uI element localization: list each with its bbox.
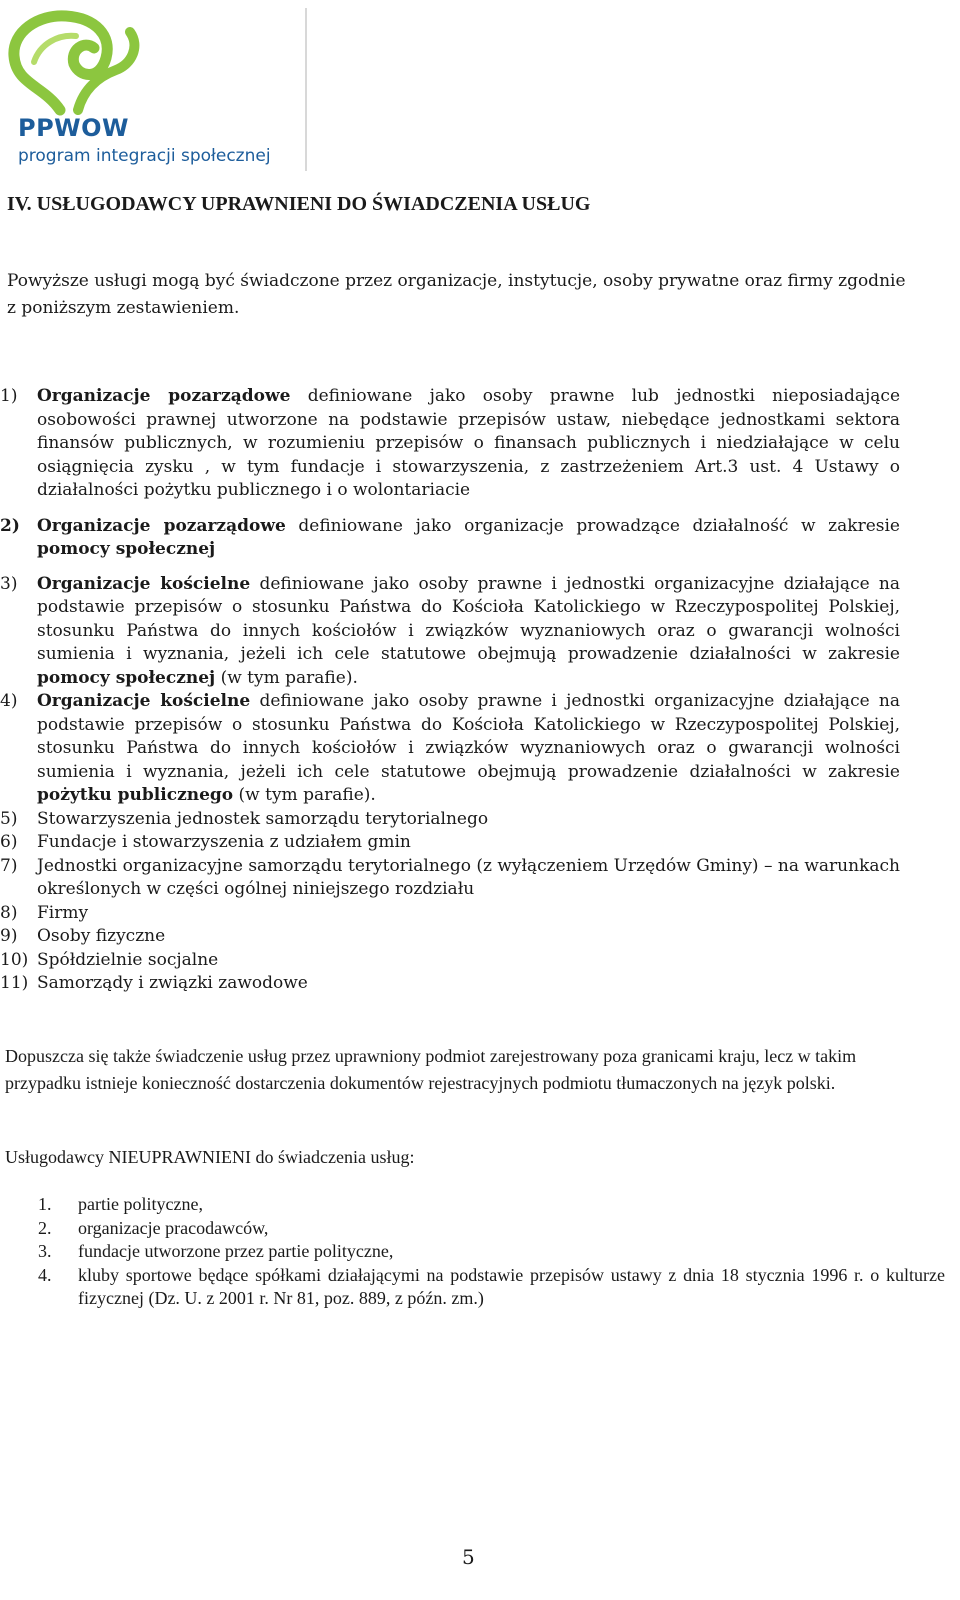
foreign-provider-note: Dopuszcza się także świadczenie usług przez uprawniony podmiot zarejestrowany poza granicami kraju, lecz w takim przypadku istnieje konieczność dostarczenia dokumentów rejestracyjnych podmiotu tłumaczonych na język polski. bbox=[5, 1046, 857, 1093]
intro-paragraph: Powyższe usługi mogą być świadczone przez organizacje, instytucje, osoby prywatne oraz firmy zgodnie z poniższym zestawieniem. bbox=[7, 271, 906, 318]
logo-divider bbox=[305, 8, 307, 171]
list-item: 11) Samorządy i związki zawodowe bbox=[0, 973, 308, 993]
section-heading: IV. USŁUGODAWCY UPRAWNIENI DO ŚWIADCZENIA USŁUG bbox=[7, 193, 591, 215]
authorized-providers-list bbox=[0, 385, 900, 996]
unauthorized-providers-list bbox=[0, 1193, 945, 1311]
list-item: 1) Organizacje pozarządowe definiowane jako osoby prawne lub jednostki nieposiadające osobowości prawnej utworzone na podstawie przepisów ustaw, niebędące jednostkami sektora finansów publicznych, w rozumieniu przepisów o finansach publicznych i niedziałające w celu osiągnięcia zysku , w tym fundacje i stowarzyszenia, z zastrzeżeniem Art.3 ust. 4 Ustawy o działalności pożytku publicznego i o wolontariacie bbox=[0, 386, 901, 500]
list-item: 2. organizacje pracodawców, bbox=[38, 1217, 269, 1238]
list-item: 9) Osoby fizyczne bbox=[0, 926, 166, 946]
list-item: 4) Organizacje kościelne definiowane jako osoby prawne i jednostki organizacyjne działające na podstawie przepisów o stosunku Państwa do Kościoła Katolickiego w Rzeczypospolitej Polskiej, stosunku Państwa do innych kościołów i związków wyznaniowych oraz o gwarancji wolności sumienia i wyznania, jeżeli ich cele statutowe obejmują prowadzenie działalności w zakresie pożytku publicznego (w tym parafie). bbox=[0, 691, 900, 805]
list-item: 6) Fundacje i stowarzyszenia z udziałem gmin bbox=[0, 832, 411, 852]
list-item: 2) Organizacje pozarządowe definiowane jako organizacje prowadzące działalność w zakresie pomocy społecznej bbox=[0, 515, 900, 559]
list-item: 3. fundacje utworzone przez partie polityczne, bbox=[38, 1241, 394, 1261]
logo-tagline: program integracji społecznej bbox=[18, 146, 271, 166]
list-item: 3) Organizacje kościelne definiowane jako osoby prawne i jednostki organizacyjne działające na podstawie przepisów o stosunku Państwa do Kościoła Katolickiego w Rzeczypospolitej Polskiej, stosunku Państwa do innych kościołów i związków wyznaniowych oraz o gwarancji wolności sumienia i wyznania, jeżeli ich cele statutowe obejmują prowadzenie działalności w zakresie pomocy społecznej (w tym parafie). bbox=[0, 573, 900, 688]
unauthorized-heading: Usługodawcy NIEUPRAWNIENI do świadczenia usług: bbox=[5, 1147, 415, 1167]
ppwow-logo bbox=[8, 6, 308, 166]
leaf-logo-icon bbox=[8, 6, 148, 116]
list-item: 7) Jednostki organizacyjne samorządu terytorialnego (z wyłączeniem Urzędów Gminy) – na warunkach określonych w części ogólnej niniejszego rozdziału bbox=[0, 855, 900, 899]
page-number: 5 bbox=[462, 1545, 475, 1569]
list-item: 8) Firmy bbox=[0, 902, 89, 923]
list-item: 10) Spółdzielnie socjalne bbox=[0, 949, 219, 970]
list-item: 4. kluby sportowe będące spółkami działającymi na podstawie przepisów ustawy z dnia 18 stycznia 1996 r. o kulturze fizycznej (Dz. U. z 2001 r. Nr 81, poz. 889, z późn. zm.) bbox=[38, 1264, 945, 1308]
logo-wordmark: PPWOW bbox=[18, 114, 130, 142]
list-item: 5) Stowarzyszenia jednostek samorządu terytorialnego bbox=[0, 808, 489, 829]
list-item: 1. partie polityczne, bbox=[38, 1194, 203, 1214]
